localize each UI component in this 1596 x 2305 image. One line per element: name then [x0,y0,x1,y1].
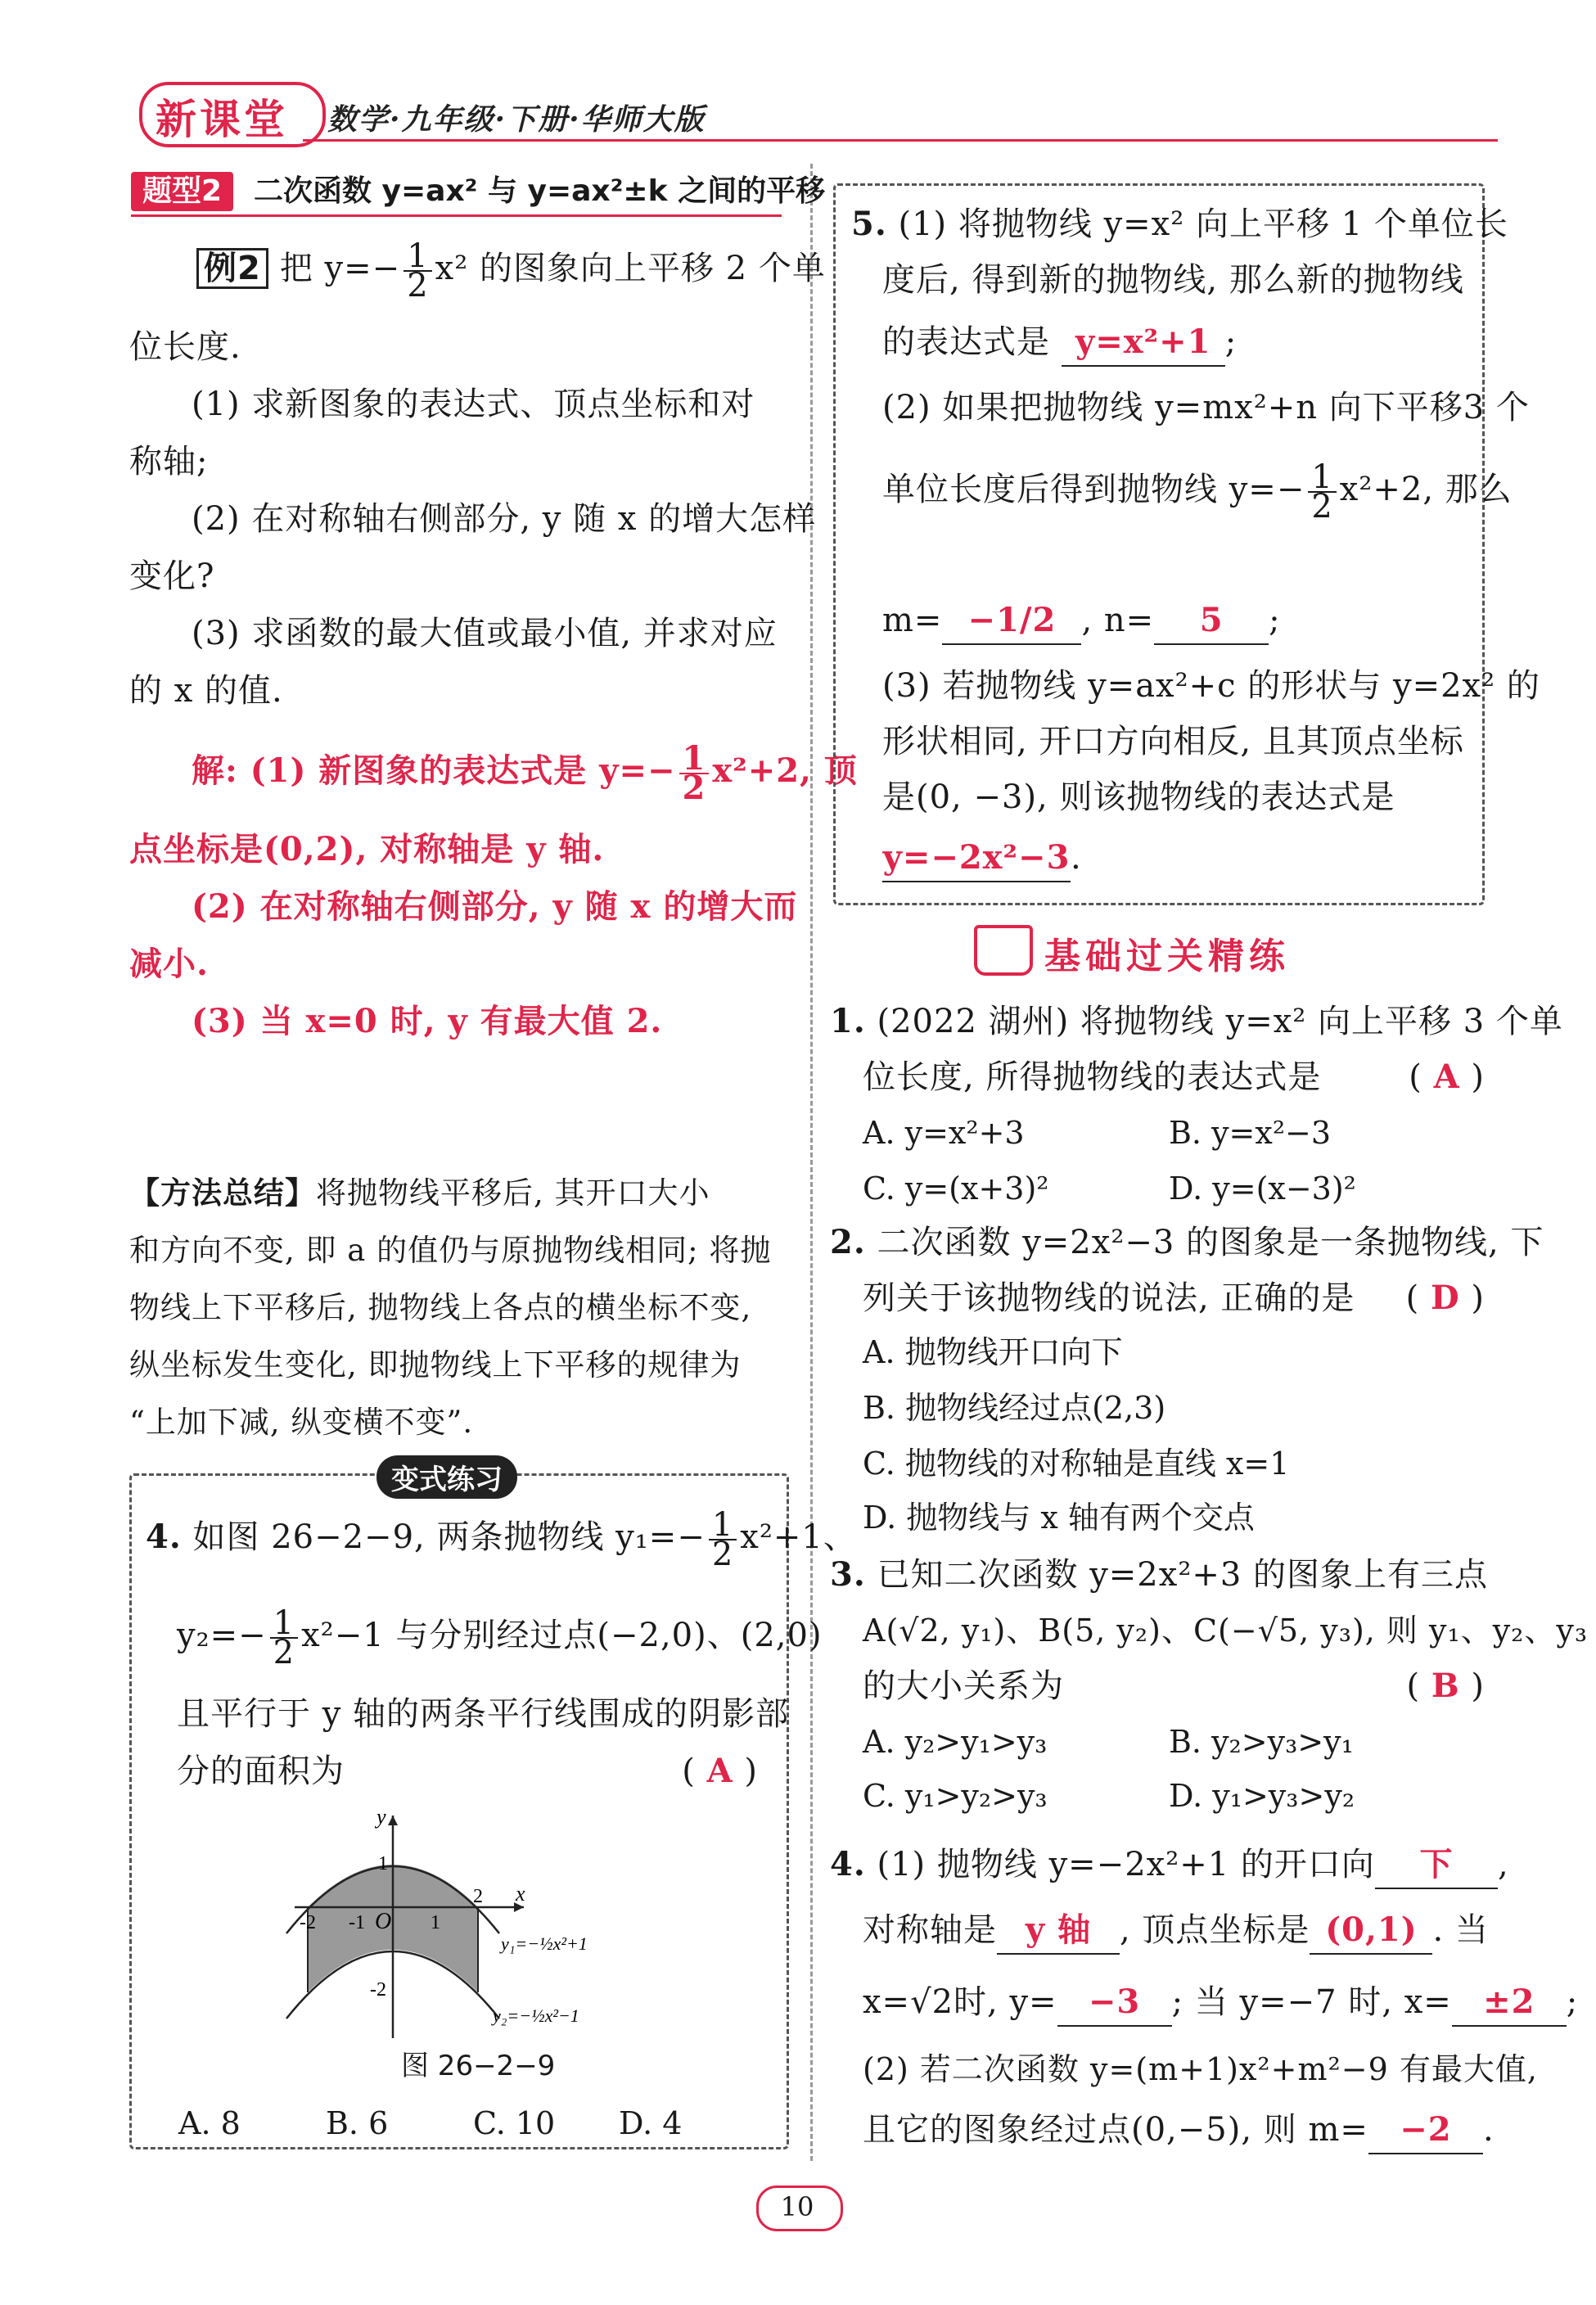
fig-label-neg-one: -1 [349,1912,365,1933]
q4-option-a: A. 8 [178,2105,241,2141]
p1-option-c: C. y=(x+3)² [863,1171,1049,1207]
q5-line-9: 是(0, −3), 则该抛物线的表达式是 [882,778,1395,816]
p2-text-1: 二次函数 y=2x²−3 的图象是一条抛物线, 下 [877,1224,1544,1261]
p4-answer-vertex: (0,1) [1310,1907,1432,1955]
q5-text-5a: 单位长度后得到抛物线 y=− [882,471,1305,508]
method-line-3: 物线上下平移后, 抛物线上各点的横坐标不变, [129,1290,752,1325]
p4-answer-x: ±2 [1452,1979,1567,2027]
q5-answer-n: 5 [1154,598,1269,645]
p3-option-c: C. y₁>y₂>y₃ [863,1778,1048,1814]
p2-answer-bracket: ( D ) [1405,1279,1485,1317]
solution-line-5: (3) 当 x=0 时, y 有最大值 2. [192,1002,663,1040]
p4-answer-axis: y 轴 [997,1907,1120,1955]
p1-answer: A [1433,1058,1460,1096]
example-q3a: (3) 求函数的最大值或最小值, 并求对应 [192,615,778,652]
p4-text-2b: , 顶点坐标是 [1120,1911,1310,1949]
fig-label-y: y [376,1805,386,1829]
example-text-b: x² 的图象向上平移 2 个单 [435,250,826,287]
p1-answer-bracket: ( A ) [1409,1058,1485,1096]
brand-text: 新课堂 [156,96,288,143]
p4-line-5: 且它的图象经过点(0,−5), 则 m= −2 . [863,2107,1495,2154]
p3-number: 3. [830,1555,866,1594]
p4-text-3b: ; 当 y=−7 时, x= [1171,1983,1452,2021]
p1-text-1: (2022 湖州) 将抛物线 y=x² 向上平移 3 个单 [877,1003,1563,1040]
method-line-5: “上加下减, 纵变横不变”. [129,1405,474,1440]
fig-label-y1: y₁=−½x²+1 [501,1933,588,1954]
q5-line-5 [882,458,1513,526]
method-line-2: 和方向不变, 即 a 的值仍与原抛物线相同; 将抛 [129,1233,772,1268]
p4-line-2 [863,1907,1489,1955]
type-badge: 题型2 [131,172,233,211]
method-title: 【方法总结】 [129,1175,316,1211]
p3-line-1 [830,1552,1488,1598]
q5-line-4: (2) 如果把抛物线 y=mx²+n 向下平移3 个 [882,389,1530,426]
solution-line-1 [192,739,858,807]
example-q2a: (2) 在对称轴右侧部分, y 随 x 的增大怎样 [192,500,817,538]
q5-line-6: m= −1/2 , n= 5 ; [882,598,1281,645]
header-rule [303,139,1498,142]
q4-answer: A [706,1752,733,1790]
q5-line-7: (3) 若抛物线 y=ax²+c 的形状与 y=2x² 的 [882,667,1540,705]
method-line-1 [129,1171,710,1216]
q5-line-3: 的表达式是 y=x²+1 ; [882,319,1237,367]
p3-answer-bracket: ( B ) [1406,1667,1485,1705]
fig-label-o: O [375,1909,392,1934]
q5-answer-1: y=x²+1 [1062,319,1225,367]
p2-option-d: D. 抛物线与 x 轴有两个交点 [863,1500,1255,1536]
example-q1a: (1) 求新图象的表达式、顶点坐标和对 [192,386,755,423]
solution-line-2: 点坐标是(0,2), 对称轴是 y 轴. [129,830,605,868]
example-q1b: 称轴; [129,443,209,480]
q4-text-2a: y₂=− [177,1617,267,1654]
section-header [974,922,1350,979]
p1-option-d: D. y=(x−3)² [1169,1171,1356,1207]
q5-fraction: $\frac{1}{2}$ [1308,463,1336,521]
q5-text-5b: x²+2, 那么 [1339,471,1513,508]
variant-title: 变式练习 [376,1455,517,1499]
q5-line-10: y=−2x²−3. [882,835,1082,882]
q4-number: 4. [146,1518,182,1556]
p4-answer-direction: 下 [1375,1842,1498,1889]
q5-text-3: 的表达式是 [882,323,1050,361]
q4-text-4: 分的面积为 [177,1752,345,1790]
example-line-2: 位长度. [129,328,241,366]
p3-answer: B [1431,1667,1460,1705]
section-title: 基础过关精练 [1044,936,1290,977]
p3-line-3 [863,1663,1485,1709]
p3-text-1: 已知二次函数 y=2x²+3 的图象上有三点 [877,1556,1489,1594]
p4-text-2c: . 当 [1432,1911,1489,1949]
fig-label-x: x [516,1882,525,1906]
q4-line-3: 且平行于 y 轴的两条平行线围成的阴影部 [177,1695,790,1733]
p1-text-2: 位长度, 所得抛物线的表达式是 [863,1058,1322,1096]
p3-line-2: A(√2, y₁)、B(5, y₂)、C(−√5, y₃), 则 y₁、y₂、y₃ [863,1613,1589,1649]
q4-option-d: D. 4 [619,2105,683,2141]
p4-answer-m: −2 [1368,2107,1483,2154]
example-label: 例2 [196,248,268,289]
y-axis-arrow [388,1816,398,1825]
q4-text-2b: x²−1 与分别经过点(−2,0)、(2,0) [301,1617,823,1654]
solution-line-4: 减小. [129,945,209,983]
p4-text-2a: 对称轴是 [863,1911,997,1949]
question-type-header [131,169,826,218]
p2-text-2: 列关于该抛物线的说法, 正确的是 [863,1279,1355,1317]
p3-option-b: B. y₂>y₃>y₁ [1169,1724,1354,1760]
type-title: 二次函数 y=ax² 与 y=ax²±k 之间的平移 [254,174,826,208]
p2-option-c: C. 抛物线的对称轴是直线 x=1 [863,1446,1290,1482]
p2-line-1 [830,1220,1544,1265]
p1-line-2 [863,1054,1485,1100]
p2-answer: D [1430,1279,1460,1317]
example-text-a: 把 y=− [279,250,401,287]
q4-text-1a: 如图 26−2−9, 两条抛物线 y₁=− [192,1518,706,1556]
example-fraction: $\frac{1}{2}$ [404,242,431,300]
q4-line-4 [177,1748,758,1794]
q4-option-b: B. 6 [326,2105,389,2141]
solution-line-3: (2) 在对称轴右侧部分, y 随 x 的增大而 [192,887,798,926]
p3-option-d: D. y₁>y₃>y₂ [1169,1778,1355,1814]
q4-option-c: C. 10 [473,2105,556,2141]
p4-line-4: (2) 若二次函数 y=(m+1)x²+m²−9 有最大值, [863,2051,1538,2087]
solution-text-a: 解: (1) 新图象的表达式是 y=− [192,751,676,790]
q4-fraction-2: $\frac{1}{2}$ [270,1609,298,1667]
p3-text-3: 的大小关系为 [863,1667,1064,1705]
p4-number: 4. [830,1845,866,1883]
example-line-1 [196,237,826,304]
q4-fraction-1: $\frac{1}{2}$ [709,1511,737,1568]
q4-text-1b: x²+1、 [740,1518,857,1556]
page-number: 10 [780,2191,814,2222]
p1-line-1 [830,999,1563,1044]
p4-text-3a: x=√2时, y= [863,1983,1057,2021]
q5-line-1 [851,201,1508,247]
p2-number: 2. [830,1223,866,1261]
fig-label-one-top: 1 [378,1853,388,1874]
method-line-4: 纵坐标发生变化, 即抛物线上下平移的规律为 [129,1347,742,1383]
p4-answer-y: −3 [1057,1979,1172,2027]
header [123,79,1498,152]
p1-option-a: A. y=x²+3 [863,1115,1025,1151]
column-divider [810,164,813,2161]
p4-line-3: x=√2时, y= −3 ; 当 y=−7 时, x= ±2 ; [863,1979,1578,2027]
header-subtitle: 数学·九年级·下册·华师大版 [327,102,706,137]
example-q2b: 变化? [129,557,215,595]
method-text-1: 将抛物线平移后, 其开口大小 [316,1175,710,1211]
fig-label-one-right: 1 [431,1912,440,1933]
q5-number: 5. [851,205,887,243]
q4-line-1 [146,1506,857,1573]
type-title-underline [131,214,782,217]
q5-answer-3: y=−2x²−3 [882,835,1071,882]
p4-line-1: 4. (1) 抛物线 y=−2x²+1 的开口向 下 , [830,1842,1509,1889]
solution-text-b: x²+2, 顶 [712,751,858,790]
p2-option-b: B. 抛物线经过点(2,3) [863,1390,1166,1426]
q5-line-2: 度后, 得到新的抛物线, 那么新的抛物线 [882,261,1464,299]
fig-label-two-right: 2 [473,1886,483,1907]
fig-label-y2: y₂=−½x²−1 [493,2005,579,2026]
p4-text-1: (1) 抛物线 y=−2x²+1 的开口向 [877,1846,1375,1883]
p1-number: 1. [830,1002,866,1040]
book-icon [974,925,1033,976]
q5-answer-m: −1/2 [942,598,1081,645]
p1-option-b: B. y=x²−3 [1169,1115,1332,1151]
figure-caption: 图 26−2−9 [401,2050,556,2082]
figure-26-2-9 [278,1801,671,2046]
fig-label-neg-two-bottom: -2 [370,1979,386,2001]
p4-text-5: 且它的图象经过点(0,−5), 则 m= [863,2111,1368,2149]
q5-m-label: m= [882,602,943,639]
p3-option-a: A. y₂>y₁>y₃ [863,1724,1048,1760]
solution-fraction: $\frac{1}{2}$ [679,745,710,802]
q5-n-label: , n= [1081,602,1155,639]
p2-option-a: A. 抛物线开口向下 [863,1334,1123,1370]
p2-line-2 [863,1275,1485,1321]
q5-text-1: (1) 将抛物线 y=x² 向上平移 1 个单位长 [898,205,1508,243]
fig-label-neg-two: -2 [300,1912,316,1933]
q4-line-2 [177,1604,823,1671]
q5-line-8: 形状相同, 开口方向相反, 且其顶点坐标 [882,723,1464,760]
q4-answer-bracket: ( A ) [682,1752,758,1790]
example-q3b: 的 x 的值. [129,672,283,710]
